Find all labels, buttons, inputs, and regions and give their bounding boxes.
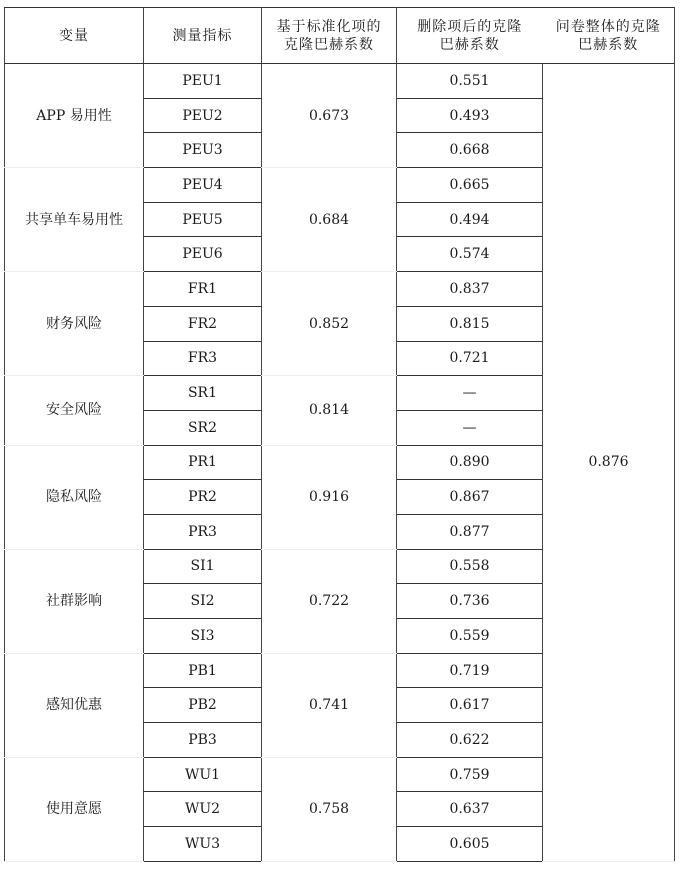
alpha-if-deleted-cell: 0.574 <box>397 237 543 272</box>
alpha-if-deleted-cell: 0.605 <box>397 827 543 862</box>
alpha-if-deleted-cell: 0.759 <box>397 757 543 792</box>
alpha-if-deleted-cell: 0.551 <box>397 64 543 99</box>
header-variable: 变量 <box>5 8 144 64</box>
alpha-if-deleted-cell: 0.617 <box>397 688 543 723</box>
metric-cell: WU2 <box>144 792 262 827</box>
metric-cell: PR2 <box>144 480 262 515</box>
metric-cell: PEU3 <box>144 133 262 168</box>
metric-cell: FR3 <box>144 341 262 376</box>
reliability-table-container <box>4 7 675 862</box>
metric-cell: FR2 <box>144 306 262 341</box>
metric-cell: SI3 <box>144 619 262 654</box>
metric-cell: PEU4 <box>144 168 262 203</box>
alpha-if-deleted-cell: 0.721 <box>397 341 543 376</box>
variable-cell: 隐私风险 <box>5 445 144 549</box>
alpha-if-deleted-cell: 0.637 <box>397 792 543 827</box>
metric-cell: PEU6 <box>144 237 262 272</box>
alpha-if-deleted-cell: 0.815 <box>397 306 543 341</box>
metric-cell: SR1 <box>144 376 262 411</box>
alpha-if-deleted-cell: 0.558 <box>397 549 543 584</box>
header-alpha-if-deleted: 删除项后的克隆巴赫系数 <box>397 8 543 64</box>
alpha-if-deleted-cell: — <box>397 410 543 445</box>
alpha-if-deleted-cell: 0.837 <box>397 272 543 307</box>
metric-cell: PEU1 <box>144 64 262 99</box>
alpha-if-deleted-cell: 0.665 <box>397 168 543 203</box>
header-standardized-alpha: 基于标准化项的克隆巴赫系数 <box>262 8 397 64</box>
variable-cell: 安全风险 <box>5 376 144 445</box>
metric-cell: PB2 <box>144 688 262 723</box>
metric-cell: PR1 <box>144 445 262 480</box>
table-body <box>5 64 675 862</box>
standardized-alpha-cell: 0.852 <box>262 272 397 376</box>
alpha-if-deleted-cell: 0.559 <box>397 619 543 654</box>
metric-cell: SI1 <box>144 549 262 584</box>
reliability-table <box>4 7 675 862</box>
standardized-alpha-cell: 0.741 <box>262 653 397 757</box>
variable-cell: 感知优惠 <box>5 653 144 757</box>
standardized-alpha-cell: 0.758 <box>262 757 397 861</box>
metric-cell: FR1 <box>144 272 262 307</box>
variable-cell: APP 易用性 <box>5 64 144 168</box>
variable-cell: 社群影响 <box>5 549 144 653</box>
variable-cell: 财务风险 <box>5 272 144 376</box>
header-overall-alpha: 问卷整体的克隆巴赫系数 <box>543 8 675 64</box>
alpha-if-deleted-cell: 0.736 <box>397 584 543 619</box>
metric-cell: PB1 <box>144 653 262 688</box>
metric-cell: WU1 <box>144 757 262 792</box>
table-row <box>5 64 675 99</box>
standardized-alpha-cell: 0.722 <box>262 549 397 653</box>
metric-cell: PEU2 <box>144 98 262 133</box>
metric-cell: SI2 <box>144 584 262 619</box>
alpha-if-deleted-cell: 0.719 <box>397 653 543 688</box>
alpha-if-deleted-cell: 0.494 <box>397 202 543 237</box>
standardized-alpha-cell: 0.814 <box>262 376 397 445</box>
standardized-alpha-cell: 0.673 <box>262 64 397 168</box>
alpha-if-deleted-cell: — <box>397 376 543 411</box>
metric-cell: WU3 <box>144 827 262 862</box>
variable-cell: 使用意愿 <box>5 757 144 861</box>
alpha-if-deleted-cell: 0.867 <box>397 480 543 515</box>
header-row <box>5 8 675 64</box>
alpha-if-deleted-cell: 0.668 <box>397 133 543 168</box>
header-metric: 测量指标 <box>144 8 262 64</box>
variable-cell: 共享单车易用性 <box>5 168 144 272</box>
metric-cell: SR2 <box>144 410 262 445</box>
alpha-if-deleted-cell: 0.622 <box>397 723 543 758</box>
metric-cell: PR3 <box>144 514 262 549</box>
alpha-if-deleted-cell: 0.877 <box>397 514 543 549</box>
alpha-if-deleted-cell: 0.890 <box>397 445 543 480</box>
metric-cell: PB3 <box>144 723 262 758</box>
overall-alpha-cell: 0.876 <box>543 64 675 862</box>
alpha-if-deleted-cell: 0.493 <box>397 98 543 133</box>
standardized-alpha-cell: 0.684 <box>262 168 397 272</box>
metric-cell: PEU5 <box>144 202 262 237</box>
standardized-alpha-cell: 0.916 <box>262 445 397 549</box>
